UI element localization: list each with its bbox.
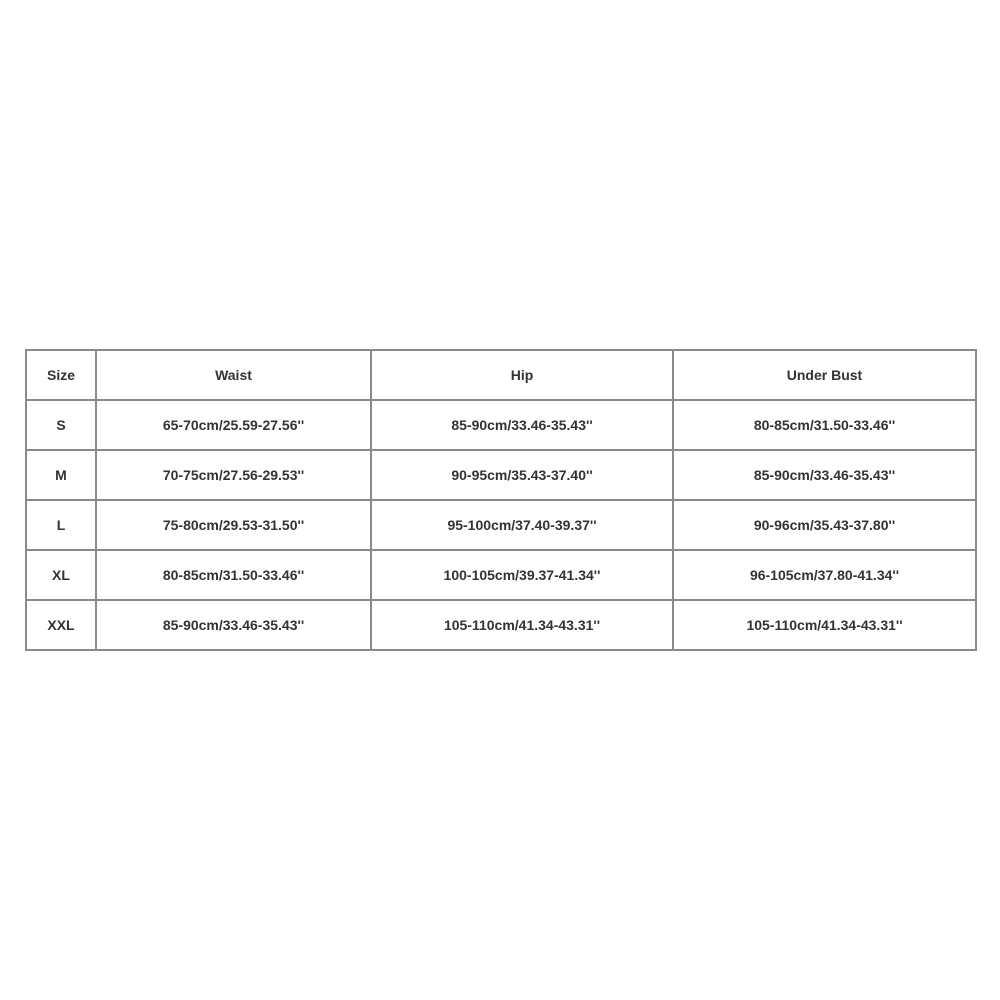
cell-waist: 70-75cm/27.56-29.53'' bbox=[96, 450, 371, 500]
cell-size: L bbox=[26, 500, 96, 550]
cell-under-bust: 80-85cm/31.50-33.46'' bbox=[673, 400, 976, 450]
cell-under-bust: 105-110cm/41.34-43.31'' bbox=[673, 600, 976, 650]
header-under-bust: Under Bust bbox=[673, 350, 976, 400]
cell-under-bust: 96-105cm/37.80-41.34'' bbox=[673, 550, 976, 600]
cell-hip: 95-100cm/37.40-39.37'' bbox=[371, 500, 673, 550]
header-size: Size bbox=[26, 350, 96, 400]
cell-waist: 75-80cm/29.53-31.50'' bbox=[96, 500, 371, 550]
cell-size: S bbox=[26, 400, 96, 450]
cell-waist: 80-85cm/31.50-33.46'' bbox=[96, 550, 371, 600]
cell-under-bust: 85-90cm/33.46-35.43'' bbox=[673, 450, 976, 500]
header-waist: Waist bbox=[96, 350, 371, 400]
table-row bbox=[26, 550, 976, 600]
cell-size: XL bbox=[26, 550, 96, 600]
cell-size: XXL bbox=[26, 600, 96, 650]
cell-waist: 85-90cm/33.46-35.43'' bbox=[96, 600, 371, 650]
table-row bbox=[26, 450, 976, 500]
cell-hip: 90-95cm/35.43-37.40'' bbox=[371, 450, 673, 500]
cell-size: M bbox=[26, 450, 96, 500]
table-row bbox=[26, 500, 976, 550]
cell-hip: 105-110cm/41.34-43.31'' bbox=[371, 600, 673, 650]
header-hip: Hip bbox=[371, 350, 673, 400]
cell-under-bust: 90-96cm/35.43-37.80'' bbox=[673, 500, 976, 550]
table-row bbox=[26, 400, 976, 450]
size-chart-table bbox=[25, 349, 977, 651]
table-header-row bbox=[26, 350, 976, 400]
cell-hip: 100-105cm/39.37-41.34'' bbox=[371, 550, 673, 600]
cell-hip: 85-90cm/33.46-35.43'' bbox=[371, 400, 673, 450]
table-row bbox=[26, 600, 976, 650]
cell-waist: 65-70cm/25.59-27.56'' bbox=[96, 400, 371, 450]
